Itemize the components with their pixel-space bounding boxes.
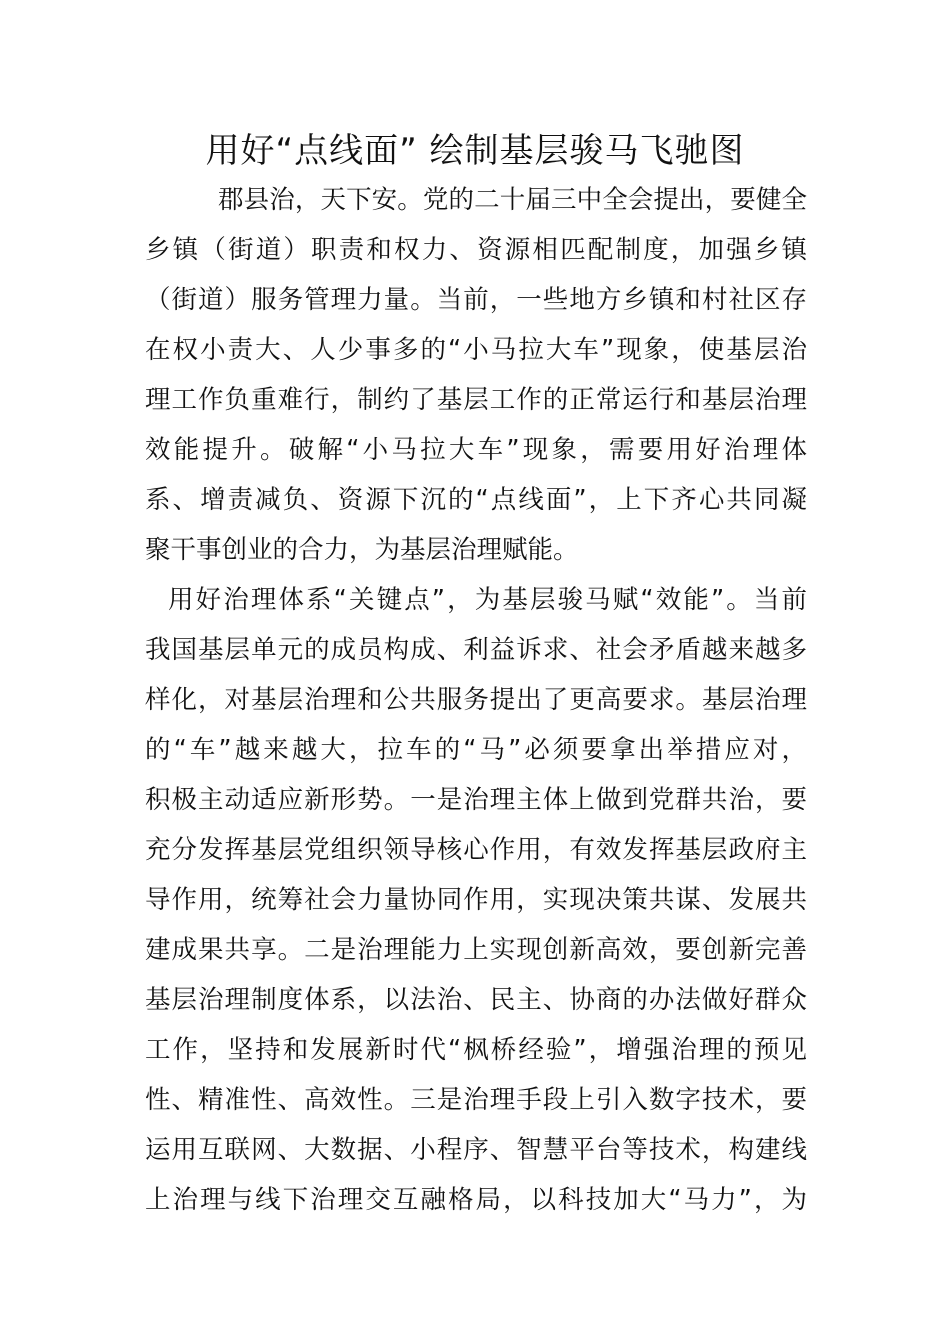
text-line-1: 郡县治，天下安。党的二十届三中全会提出，要健全 bbox=[218, 185, 807, 215]
text-line-3: （街道）服务管理力量。当前，一些地方乡镇和村社区存 bbox=[145, 285, 807, 315]
text-line-8: 聚干事创业的合力，为基层治理赋能。 bbox=[145, 535, 579, 565]
text-line-20: 运用互联网、大数据、小程序、智慧平台等技术，构建线 bbox=[145, 1135, 807, 1165]
text-line-18: 工作，坚持和发展新时代“枫桥经验”，增强治理的预见 bbox=[145, 1035, 807, 1065]
text-line-10: 我国基层单元的成员构成、利益诉求、社会矛盾越来越多 bbox=[145, 635, 807, 665]
text-line-16: 建成果共享。二是治理能力上实现创新高效，要创新完善 bbox=[145, 935, 807, 965]
text-line-5: 理工作负重难行，制约了基层工作的正常运行和基层治理 bbox=[145, 385, 807, 415]
text-line-12: 的“车”越来越大，拉车的“马”必须要拿出举措应对， bbox=[145, 735, 807, 765]
text-line-9: 用好治理体系“关键点”，为基层骏马赋“效能”。当前 bbox=[168, 585, 807, 615]
text-line-6: 效能提升。破解“小马拉大车”现象，需要用好治理体 bbox=[145, 435, 807, 465]
text-line-7: 系、增责减负、资源下沉的“点线面”，上下齐心共同凝 bbox=[145, 485, 807, 515]
text-line-13: 积极主动适应新形势。一是治理主体上做到党群共治，要 bbox=[145, 785, 807, 815]
text-line-17: 基层治理制度体系，以法治、民主、协商的办法做好群众 bbox=[145, 985, 807, 1015]
text-line-2: 乡镇（街道）职责和权力、资源相匹配制度，加强乡镇 bbox=[145, 235, 807, 265]
text-line-15: 导作用，统筹社会力量协同作用，实现决策共谋、发展共 bbox=[145, 885, 807, 915]
text-line-4: 在权小责大、人少事多的“小马拉大车”现象，使基层治 bbox=[145, 335, 807, 365]
text-line-11: 样化，对基层治理和公共服务提出了更高要求。基层治理 bbox=[145, 685, 807, 715]
text-line-14: 充分发挥基层党组织领导核心作用，有效发挥基层政府主 bbox=[145, 835, 807, 865]
text-line-21: 上治理与线下治理交互融格局，以科技加大“马力”，为 bbox=[145, 1185, 807, 1215]
text-line-19: 性、精准性、高效性。三是治理手段上引入数字技术，要 bbox=[145, 1085, 807, 1115]
document-title: 用好“点线面” 绘制基层骏马飞驰图 bbox=[205, 131, 745, 171]
